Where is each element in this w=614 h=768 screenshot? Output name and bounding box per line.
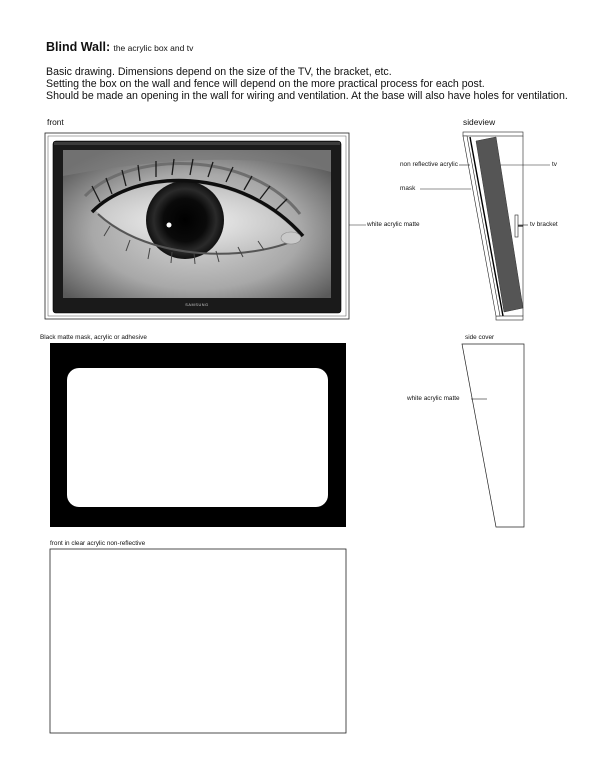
title-main: Blind Wall:: [46, 40, 111, 54]
callout-non-reflective-acrylic: non reflective acrylic: [400, 161, 458, 168]
description-line-2: Setting the box on the wall and fence will depend on the more practical process for each post.: [46, 78, 485, 91]
clear-front-panel: [50, 549, 346, 733]
callout-white-acrylic-front: white acrylic matte: [367, 221, 420, 228]
side-cover-label: side cover: [465, 334, 495, 341]
description-line-1: Basic drawing. Dimensions depend on the size of the TV, the bracket, etc.: [46, 66, 392, 78]
clear-front-label: front in clear acrylic non-reflective: [50, 540, 146, 547]
description-line-3: Should be made an opening in the wall for wiring and ventilation. At the base will also have holes for ventilation.: [46, 90, 568, 103]
front-label: front: [47, 117, 64, 127]
mask-panel-label: Black matte mask, acrylic or adhesive: [40, 334, 147, 341]
sideview-label: sideview: [463, 117, 496, 127]
callout-tv: tv: [552, 161, 557, 168]
tv-brand-logo: SAMSUNG: [185, 303, 209, 307]
callout-white-acrylic-side: white acrylic matte: [407, 395, 460, 402]
callout-mask: mask: [400, 185, 416, 192]
callout-tv-bracket: tv bracket: [530, 221, 558, 228]
title-subtitle: the acrylic box and tv: [113, 43, 194, 53]
